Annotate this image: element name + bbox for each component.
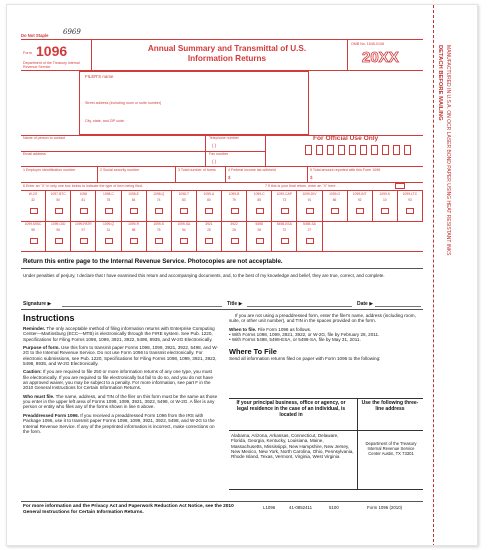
form-type-cell (272, 221, 297, 251)
who-head: Who must file. (23, 393, 55, 399)
form-type-checkbox[interactable] (331, 208, 339, 214)
box4-dollar[interactable]: $ (228, 175, 231, 180)
instructions-heading: Instructions (23, 313, 75, 323)
form-type-name: 1099-B (228, 192, 240, 196)
where-states-list: Alabama, Arizona, Arkansas, Connecticut, Delaware, Florida, Georgia, Kentucky, Louisiana, Maine, Massachusetts, Mississippi, New Hampshire, New Jersey, New Mexico, New York, North Carolina, Ohio, Pennsylvania, Rhode Island, Texas, Vermont, Virginia, West Virginia (231, 433, 354, 460)
when-head: When to file. (229, 326, 257, 332)
form-type-cell (398, 191, 423, 221)
form-type-code: 86 (332, 198, 337, 202)
form-type-code: 97 (81, 228, 86, 232)
instructions-right-column (229, 313, 423, 361)
form-type-checkbox[interactable] (155, 208, 163, 214)
reminder-head: Reminder. (23, 326, 46, 331)
form-type-name: 1099-CAP (276, 192, 292, 196)
form-type-code: 98 (131, 228, 136, 232)
official-use-box (382, 145, 389, 155)
form-type-code: 10 (382, 198, 387, 202)
form-type-code: 27 (307, 228, 312, 232)
do-not-staple: Do Not Staple (21, 33, 49, 38)
form-type-code: 79 (232, 198, 236, 202)
form-type-checkbox[interactable] (30, 238, 38, 244)
box5-dollar[interactable]: $ (310, 175, 313, 180)
form-type-code: 26 (232, 228, 236, 232)
form-type-checkbox[interactable] (55, 208, 63, 214)
form-type-checkbox[interactable] (231, 208, 239, 214)
form-type-code: 93 (408, 198, 412, 202)
box3-label: 3 Total number of forms (178, 168, 216, 172)
fax-label: Fax number (209, 152, 229, 156)
form-1096-sheet (6, 4, 478, 546)
omb-number: OMB No. 1545-0108 (351, 42, 384, 46)
form-type-name: 1099-INT (352, 192, 367, 196)
date-label: Date ▶ (357, 301, 374, 307)
purpose-head: Purpose of form. (23, 345, 60, 351)
form-type-cell (21, 221, 46, 251)
form-type-cell (247, 191, 272, 221)
form-type-cell (147, 191, 172, 221)
form-type-checkbox[interactable] (30, 208, 38, 214)
line6-instruction: 6 Enter an "X" in only one box below to indicate the type of form being filed. (23, 184, 143, 188)
preaddressed-head: Preaddressed Form 1096. (23, 412, 79, 418)
fax-paren[interactable]: ( ) (212, 159, 217, 164)
form-type-checkbox[interactable] (381, 208, 389, 214)
form-type-checkbox[interactable] (180, 238, 188, 244)
handwritten-code: 6969 (63, 28, 81, 36)
form-type-name: 1099-A (203, 192, 215, 196)
form-type-code: 83 (181, 198, 186, 202)
footer-code-3: 5100 (329, 505, 339, 510)
form-type-name: 1098 (79, 192, 87, 196)
form-type-name: 1098-E (128, 192, 139, 196)
form-type-name: 1099-SA (177, 222, 191, 226)
form-type-cell (373, 191, 398, 221)
form-type-code: 96 (56, 228, 61, 232)
reminder-text: The only acceptable method of filing information returns with Enterprise Computing Center—Martinsburg (ECC—MTB) is electronically through the FIRE system. See Pub. 1220, Specifications for Filing Forms 1098, 1099, 3921, 3922, 5498, 8935, and W-2G Electronically. (23, 326, 215, 342)
when-bullet-2: • With Forms 5498, 5498-ESA, or 5498-SA, file by May 31, 2011. (229, 337, 361, 343)
official-use-box (371, 145, 378, 155)
header-top-rule (21, 39, 423, 40)
form-type-name: 1099-DIV (302, 192, 317, 196)
form-type-name: 3922 (230, 222, 238, 226)
header-divider-right (347, 40, 348, 70)
form-type-cell (122, 221, 147, 251)
form-type-name: 1097-BTC (50, 192, 66, 196)
form-type-cell (46, 221, 71, 251)
form-type-code: 81 (81, 198, 86, 202)
form-type-cell (122, 191, 147, 221)
email-label: Email address (23, 152, 46, 156)
final-return-checkbox[interactable] (395, 183, 405, 189)
signature-label: Signature ▶ (23, 301, 52, 307)
footer-form-ref: Form 1096 (2010) (367, 505, 403, 510)
form-type-name: 1098-T (178, 192, 190, 196)
where-irs-address: Department of the Treasury Internal Revenue Service Center Austin, TX 73301 (365, 441, 417, 456)
caution-head: Caution: (23, 369, 42, 375)
form-type-code: 91 (307, 198, 312, 202)
form-type-cell (272, 191, 297, 221)
form-type-checkbox[interactable] (256, 208, 264, 214)
form-type-cell (297, 221, 322, 251)
form-type-name: 1099-LTC (402, 192, 418, 196)
phone-paren[interactable]: ( ) (212, 143, 217, 148)
form-type-checkbox[interactable] (80, 238, 88, 244)
tax-year: 20XX (362, 49, 399, 66)
not-using-text: If you are not using a preaddressed form, enter the filer's name, address (including room, suite, or other unit number), and TIN in the spaces provided on the form. (229, 313, 416, 324)
manufactured-text: MANUFACTURED IN U.S.A. ON OCR LASER BOND PAPER USING HEAT RESISTANT INKS (445, 45, 451, 256)
date-line[interactable] (375, 306, 421, 307)
where-heading: Where To File (229, 346, 277, 356)
form-type-checkbox[interactable] (105, 238, 113, 244)
footer-code-1: L1096 (263, 505, 276, 510)
form-type-code: 94 (181, 228, 186, 232)
official-use-box (404, 145, 411, 155)
where-text: Send all information returns filed on paper with Form 1096 to the following: (229, 355, 381, 361)
form-type-code: 80 (207, 198, 211, 202)
form-type-name: 1099-OID (51, 222, 66, 226)
form-type-cell (172, 191, 197, 221)
form-type-cell (222, 191, 247, 221)
form-type-cell (71, 221, 96, 251)
form-type-name: 1099-PATR (74, 222, 92, 226)
form-word: Form (23, 51, 32, 55)
form-type-code: 85 (257, 198, 262, 202)
official-use-box (305, 145, 312, 155)
form-type-checkbox[interactable] (281, 208, 289, 214)
form-type-name: 1099-R (128, 222, 139, 226)
form-type-name: 3921 (205, 222, 213, 226)
form-type-cell (323, 191, 348, 221)
box1-label: 1 Employer identification number (23, 168, 76, 172)
instructions-left-column (23, 326, 219, 434)
detach-text: DETACH BEFORE MAILING (437, 45, 443, 121)
city-label: City, state, and ZIP code (85, 119, 125, 123)
form-type-checkbox[interactable] (406, 208, 414, 214)
form-type-checkbox[interactable] (130, 208, 138, 214)
form-type-cell (46, 191, 71, 221)
form-type-cell (222, 221, 247, 251)
form-type-name: 1098-Q (153, 192, 165, 196)
form-type-name: 1099-K (379, 192, 391, 196)
form-type-code: 72 (282, 228, 287, 232)
form-type-cell (197, 221, 222, 251)
header-divider-left (91, 40, 92, 70)
form-type-checkbox[interactable] (205, 238, 213, 244)
form-type-name: 1099-Q (102, 222, 114, 226)
form-type-name: 5498-SA (303, 222, 316, 226)
form-type-checkbox[interactable] (356, 208, 364, 214)
form-type-code: 25 (207, 228, 211, 232)
contact-label: Name of person to contact (23, 136, 66, 140)
official-use-label: For Official Use Only (313, 135, 379, 142)
form-type-checkbox[interactable] (205, 208, 213, 214)
where-col1-head: If your principal business, office or agency, or legal residence in the case of an individual, is located in (236, 400, 346, 418)
official-use-box (349, 145, 356, 155)
form-type-code: 50 (56, 198, 61, 202)
form-number: 1096 (36, 43, 68, 59)
official-use-box (393, 145, 400, 155)
official-use-box (338, 145, 345, 155)
form-type-checkbox[interactable] (55, 238, 63, 244)
title-label: Title ▶ (227, 301, 243, 307)
where-col2-head: Use the following three-line address (361, 400, 419, 412)
dept-line: Department of the Treasury Internal Revenue Service (23, 61, 80, 70)
form-type-cell (247, 221, 272, 251)
form-type-code: 84 (131, 198, 136, 202)
caution-text: If you are required to file 250 or more information returns of any one type, you must file electronically. If you are required to file electronically but fail to do so, and you do not have an approved waiver, you may be subject to a penalty. For more information, see part F in the 2010 General Instructions for Certain Information Returns. (23, 369, 213, 391)
form-type-cell (348, 191, 373, 221)
signature-line[interactable] (62, 306, 222, 307)
title-line[interactable] (247, 306, 352, 307)
form-type-name: 1099-C (253, 192, 265, 196)
purpose-text: Use this form to transmit paper Forms 1098, 1099, 3921, 3922, 5498, and W-2G to the Internal Revenue Service. Do not use Form 1096 to transmit electronically. For electronic submissions, see Pub. 1220, Specifications for Filing Forms 1098, 1099, 3921, 3922, 5498, 8935, and W-2G Electronically. (23, 345, 218, 367)
when-text: File Form 1096 as follows. (257, 326, 312, 332)
form-type-checkbox[interactable] (281, 238, 289, 244)
perjury-statement: Under penalties of perjury, I declare that I have examined this return and accompanying documents, and, to the best of my knowledge and belief, they are true, correct, and complete. (23, 273, 385, 278)
form-type-cell (297, 191, 322, 221)
box5-label: 5 Total amount reported with this Form 1096 (310, 168, 381, 172)
form-type-checkbox[interactable] (105, 208, 113, 214)
form-type-code: 28 (257, 228, 262, 232)
official-use-box (360, 145, 367, 155)
when-bullet-1: • With Forms 1098, 1099, 3921, 3922, or W-2G, file by February 28, 2011. (229, 332, 380, 338)
form-type-checkbox[interactable] (80, 208, 88, 214)
form-type-code: 92 (357, 198, 362, 202)
form-type-cell (96, 221, 121, 251)
form-type-cell (147, 221, 172, 251)
return-notice: Return this entire page to the Internal Revenue Service. Photocopies are not acceptable. (23, 258, 283, 265)
street-label: Street address (including room or suite number) (85, 101, 162, 105)
form-type-name: 5498 (255, 222, 263, 226)
form-type-checkbox[interactable] (155, 238, 163, 244)
detach-perforation[interactable] (433, 5, 434, 546)
phone-label: Telephone number (209, 136, 239, 140)
official-use-box (316, 145, 323, 155)
form-type-code: 95 (31, 228, 35, 232)
form-type-checkbox[interactable] (256, 238, 264, 244)
box4-label: 4 Federal income tax withheld (228, 168, 276, 172)
form-type-code: 32 (31, 198, 35, 202)
form-type-cell (96, 191, 121, 221)
footer-code-2: 41-0852411 (289, 505, 313, 510)
form-type-checkbox[interactable] (231, 238, 239, 244)
form-type-checkbox[interactable] (306, 208, 314, 214)
form-title: Annual Summary and Transmittal of U.S. Information Returns (147, 44, 307, 63)
official-use-box (327, 145, 334, 155)
form-type-code: 73 (282, 198, 287, 202)
form-type-cell (197, 191, 222, 221)
form-type-name: 1098-C (103, 192, 114, 196)
form-type-checkbox[interactable] (180, 208, 188, 214)
form-type-cell (21, 191, 46, 221)
form-type-cell (172, 221, 197, 251)
form-type-code: 75 (156, 228, 161, 232)
preaddressed-text: If you received a preaddressed Form 1096 from the IRS with Package 1096, use it to transmit paper Forms 1098, 1099, 3921, 3922, 5498, and W-2G to the Internal Revenue Service. If any of the preprinted information is incorrect, make corrections on the form. (23, 412, 215, 434)
privacy-notice: For more information and the Privacy Act and Paperwork Reduction Act Notice, see the 2010 General Instructions for Certain Information Returns. (23, 504, 234, 515)
form-type-name: 1099-S (153, 222, 164, 226)
box2-label: 2 Social security number (100, 168, 140, 172)
form-type-cell (71, 191, 96, 221)
form-type-name: 5498-ESA (276, 222, 292, 226)
who-text: The name, address, and TIN of the filer on this form must be the same as those you enter in the upper left area of Forms 1098, 1099, 3921, 3922, 5498, or W-2G. A filer is any person or entity who files any of the forms shown in line 6 above. (23, 393, 218, 410)
form-type-code: 31 (106, 228, 111, 232)
form-type-checkbox[interactable] (306, 238, 314, 244)
line7-final-return: 7 If this is your final return, enter an "X" here . . . (265, 184, 342, 188)
form-type-name: 1099-G (329, 192, 341, 196)
form-type-name: W-2G (28, 192, 38, 196)
form-type-name: 1099-MISC (24, 222, 42, 226)
form-type-code: 74 (156, 198, 161, 202)
filer-name-label: FILER'S name (85, 74, 114, 79)
form-type-checkbox[interactable] (130, 238, 138, 244)
form-type-code: 78 (106, 198, 111, 202)
